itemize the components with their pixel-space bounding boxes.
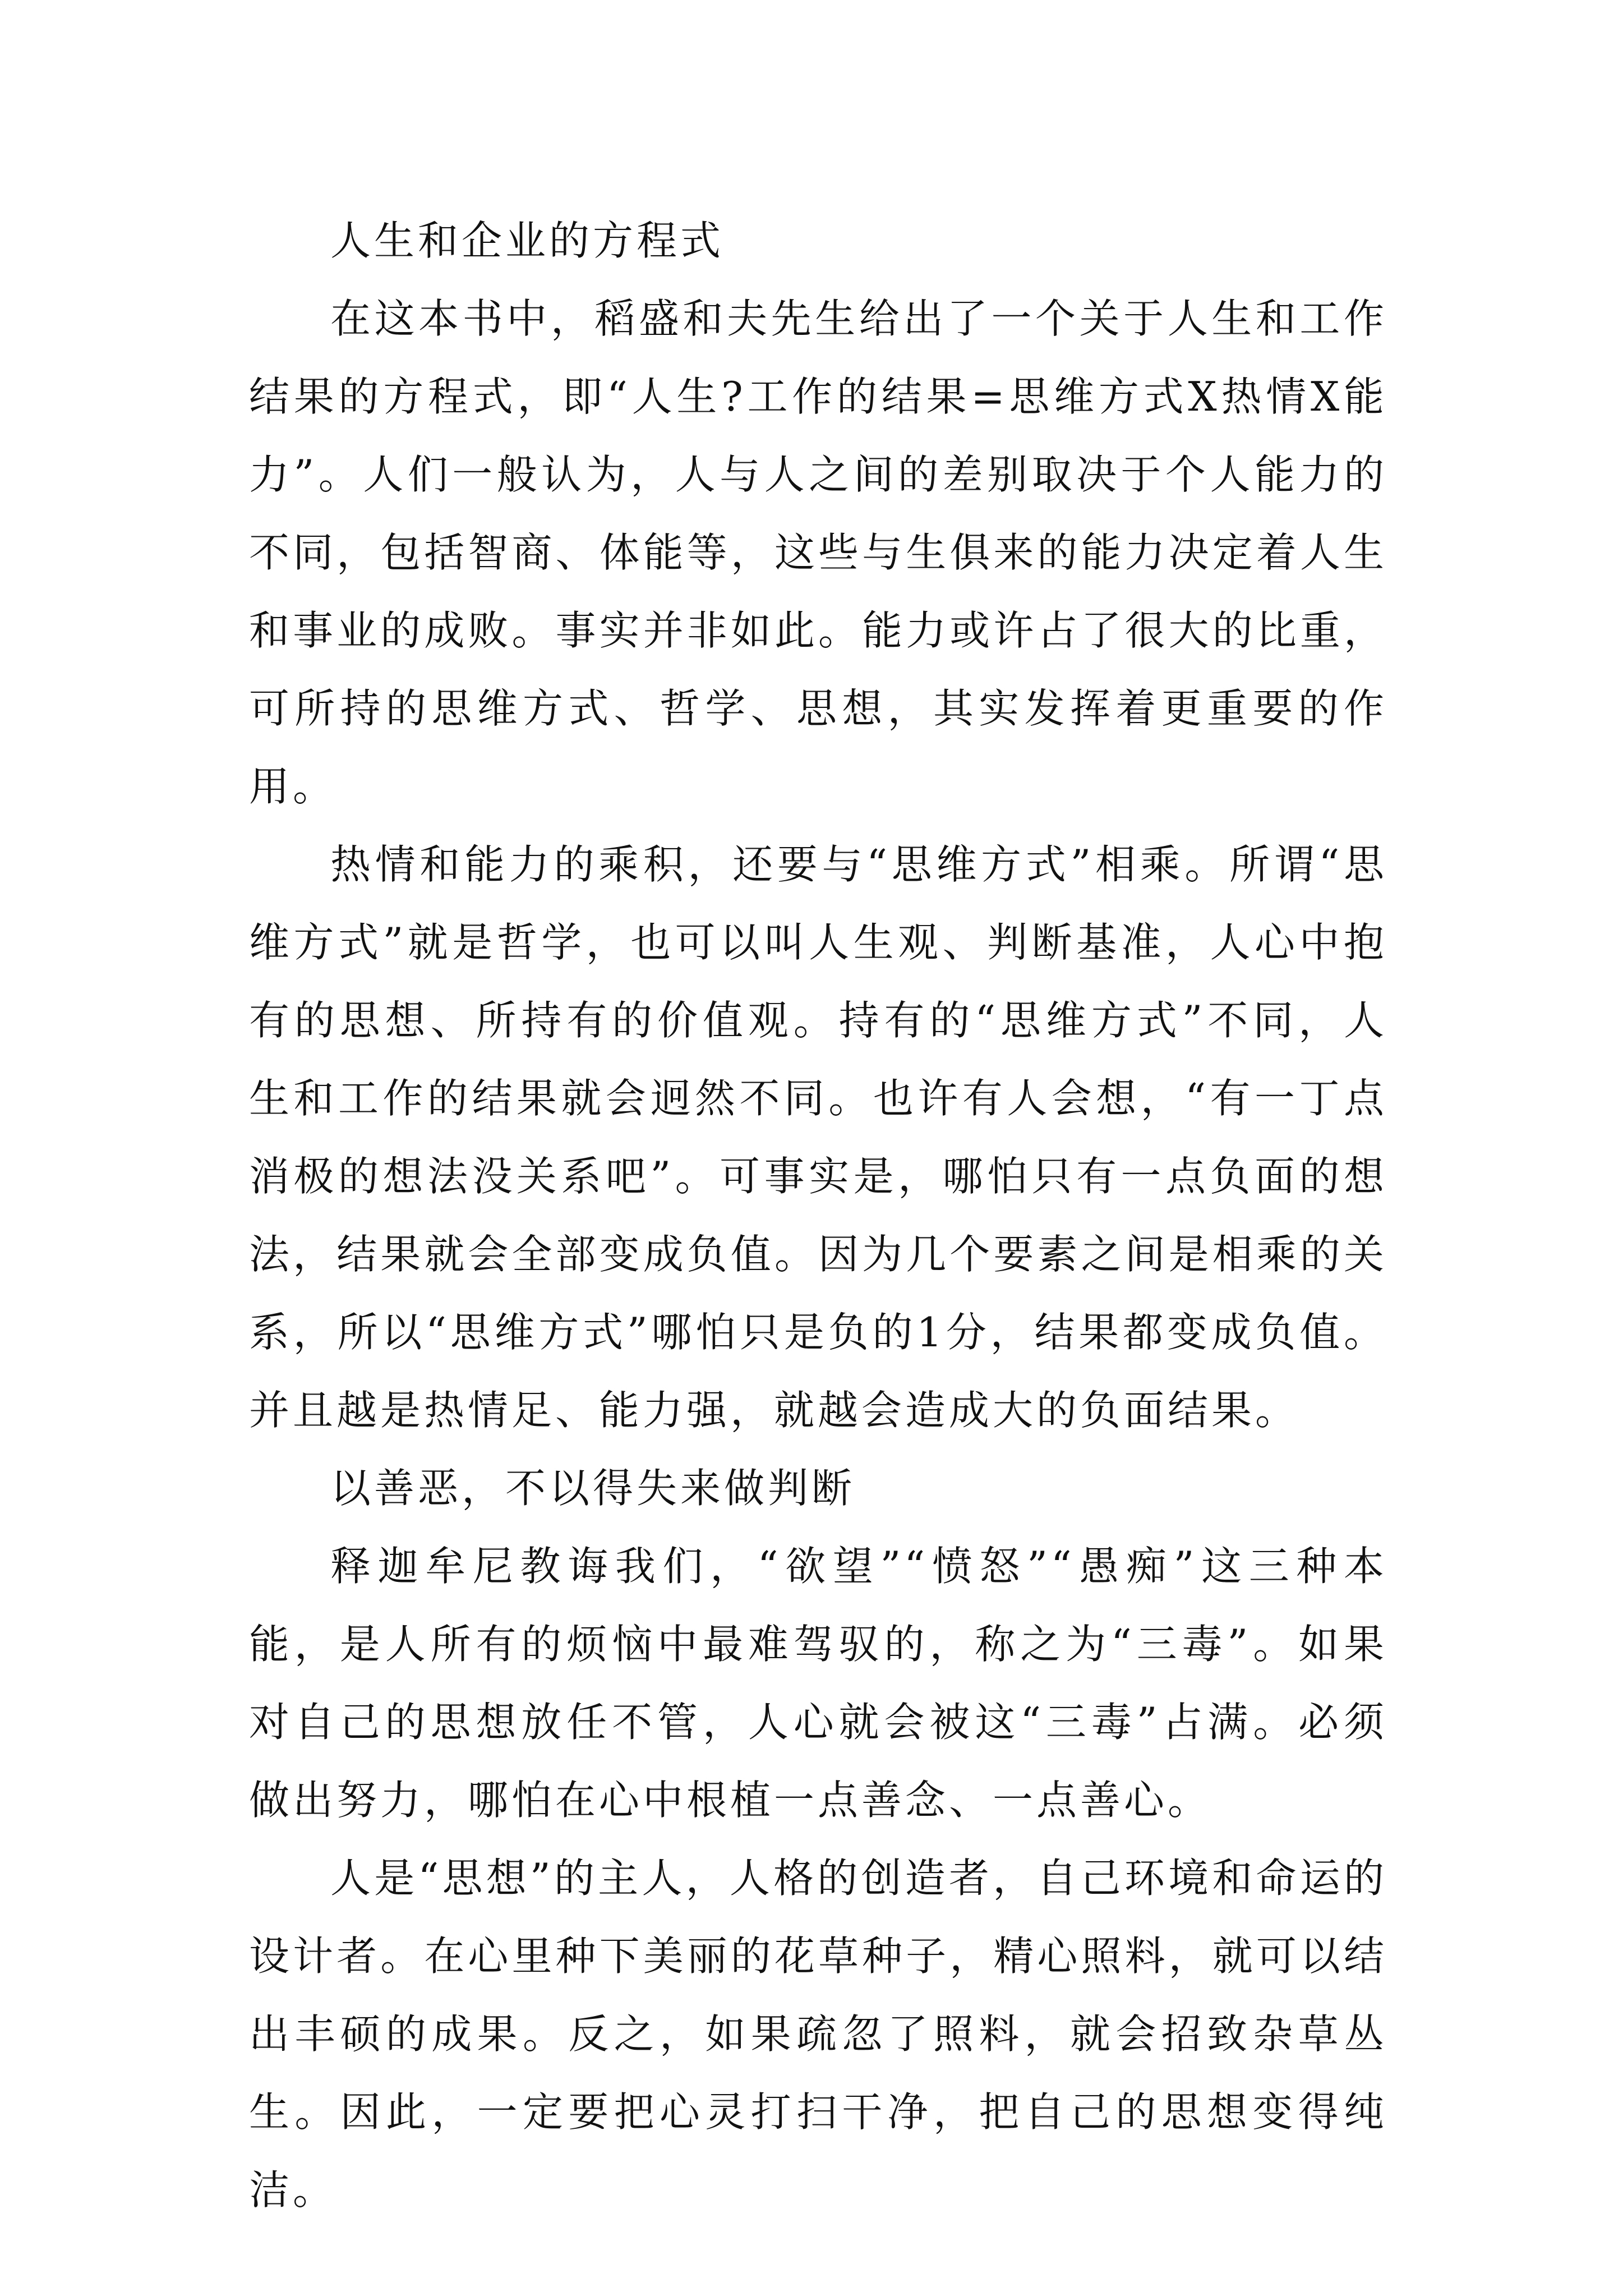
- paragraph-thinking-way: 热情和能力的乘积，还要与“思维方式”相乘。所谓“思维方式”就是哲学，也可以叫人生观、判断基准，人心中抱有的思想、所持有的价值观。持有的“思维方式”不同，人生和工作的结果就会迥然不同。也许有人会想，“有一丁点消极的想法没关系吧”。可事实是，哪怕只有一点负面的想法，结果就会全部变成负值。因为几个要素之间是相乘的关系，所以“思维方式”哪怕只是负的1分，结果都变成负值。并且越是热情足、能力强，就越会造成大的负面结果。: [249, 841, 1387, 1434]
- paragraph-master-of-thought: 人是“思想”的主人，人格的创造者，自己环境和命运的设计者。在心里种下美丽的花草种子，精心照料，就可以结出丰硕的成果。反之，如果疏忽了照料，就会招致杂草丛生。因此，一定要把心灵打扫干净，把自己的思想变得纯洁。: [249, 1855, 1387, 2214]
- section-heading-good-evil: 以善恶，不以得失来做判断: [330, 1465, 856, 1512]
- paragraph-three-poisons: 释迦牟尼教诲我们，“欲望”“愤怒”“愚痴”这三种本能，是人所有的烦恼中最难驾驭的，称之为“三毒”。如果对自己的思想放任不管，人心就会被这“三毒”占满。必须做出努力，哪怕在心中根植一点善念、一点善心。: [249, 1543, 1387, 1824]
- section-heading-life-equation: 人生和企业的方程式: [330, 217, 725, 264]
- document-body: [249, 202, 1387, 2229]
- paragraph-equation-intro: 在这本书中，稻盛和夫先生给出了一个关于人生和工作结果的方程式，即“人生?工作的结果=思维方式X热情X能力”。人们一般认为，人与人之间的差别取决于个人能力的不同，包括智商、体能等，这些与生俱来的能力决定着人生和事业的成败。事实并非如此。能力或许占了很大的比重，可所持的思维方式、哲学、思想，其实发挥着更重要的作用。: [249, 295, 1387, 810]
